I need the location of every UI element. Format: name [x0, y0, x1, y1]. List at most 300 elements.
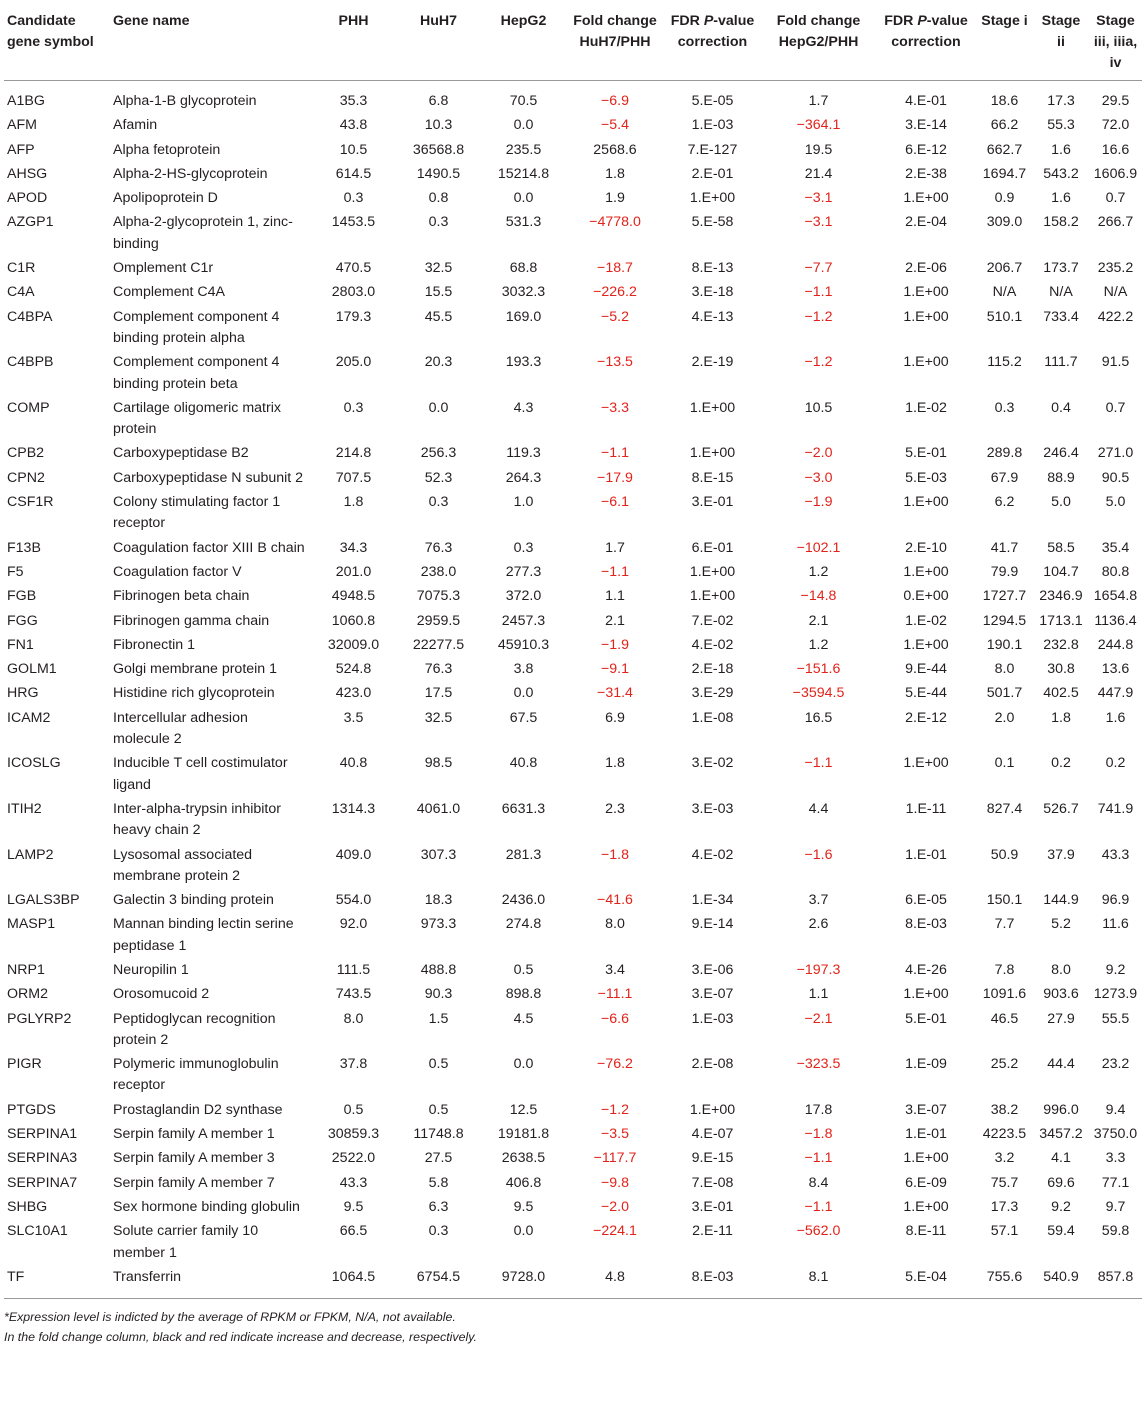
hepg2-cell: 12.5: [509, 1101, 538, 1118]
phh-cell: 201.0: [335, 563, 372, 580]
gene-symbol-cell: AHSG: [7, 165, 48, 182]
huh7-cell: 0.3: [428, 214, 449, 231]
gene-name-cell: Orosomucoid 2: [113, 986, 210, 1003]
stage-iii-cell: 9.7: [1105, 1198, 1126, 1215]
fold-change-hepg2-cell: −1.6: [804, 846, 833, 863]
hepg2-cell: 0.0: [513, 1056, 534, 1073]
fold-change-hepg2-cell: −102.1: [796, 539, 841, 556]
phh-cell: 35.3: [339, 93, 368, 109]
table-row: [4, 682, 1142, 706]
table-row: [4, 1220, 1142, 1266]
phh-cell: 92.0: [339, 916, 368, 933]
stage-i-cell: 115.2: [987, 354, 1022, 371]
fdr-hepg2-cell: 3.E-07: [905, 1101, 947, 1118]
stage-iii-cell: 266.7: [1097, 214, 1134, 231]
gene-symbol-cell: CSF1R: [7, 494, 54, 511]
fold-change-hepg2-cell: −3.0: [804, 469, 833, 486]
gene-symbol-cell: APOD: [7, 190, 48, 207]
table-row: [4, 844, 1142, 890]
huh7-cell: 0.8: [428, 190, 449, 207]
huh7-cell: 11748.8: [413, 1126, 464, 1143]
fold-change-hepg2-cell: −1.2: [804, 308, 833, 325]
huh7-cell: 7075.3: [416, 588, 461, 605]
fdr-huh7-cell: 3.E-29: [691, 685, 734, 702]
fold-change-hepg2-cell: −2.0: [804, 445, 833, 462]
fdr-huh7-cell: 4.E-02: [691, 636, 734, 653]
gene-symbol-cell: PIGR: [7, 1056, 42, 1073]
stage-ii-cell: 59.4: [1047, 1223, 1075, 1240]
stage-i-cell: 41.7: [990, 539, 1019, 556]
huh7-cell: 76.3: [424, 661, 453, 678]
fdr-huh7-cell: 2.E-19: [691, 354, 734, 371]
fdr-hepg2-cell: 6.E-12: [905, 141, 947, 158]
fold-change-hepg2-cell: −1.9: [804, 494, 833, 511]
stage-ii-cell: 69.6: [1047, 1174, 1075, 1191]
gene-name-cell: Prostaglandin D2 synthase: [113, 1101, 283, 1118]
fdr-huh7-cell: 3.E-02: [691, 755, 734, 772]
fdr-hepg2-cell: 5.E-04: [876, 1266, 976, 1299]
table-row: [4, 889, 1142, 913]
gene-name-cell: Afamin: [113, 117, 158, 134]
hepg2-cell: 119.3: [506, 445, 541, 462]
huh7-cell: 1490.5: [416, 165, 461, 182]
header-huh7: HuH7: [396, 0, 481, 81]
fdr-hepg2-cell: 1.E-11: [905, 800, 947, 817]
gene-symbol-cell: C4BPB: [7, 354, 54, 371]
gene-symbol-cell: FGB: [7, 588, 37, 605]
huh7-cell: 22277.5: [412, 636, 465, 653]
fold-change-huh7-cell: −17.9: [597, 469, 633, 486]
stage-iii-cell: 244.8: [1097, 636, 1134, 653]
gene-symbol-cell: FGG: [7, 612, 38, 629]
fdr-huh7-cell: 1.E-08: [691, 709, 734, 726]
gene-symbol-cell: ICAM2: [7, 709, 51, 726]
fdr-hepg2-cell: 8.E-03: [905, 916, 947, 933]
fdr-huh7-cell: 3.E-06: [691, 961, 734, 978]
hepg2-cell: 2638.5: [501, 1150, 546, 1167]
fold-change-huh7-cell: −117.7: [593, 1150, 637, 1167]
stage-i-cell: 6.2: [994, 494, 1015, 511]
fold-change-hepg2-cell: 1.1: [808, 986, 829, 1003]
gene-name-cell: Complement component 4 binding protein beta: [113, 354, 280, 392]
gene-symbol-cell: MASP1: [7, 916, 56, 933]
gene-symbol-cell: HRG: [7, 685, 39, 702]
fold-change-huh7-cell: −224.1: [593, 1223, 637, 1240]
gene-name-cell: Cartilage oligomeric matrix protein: [113, 399, 281, 438]
gene-symbol-cell: FN1: [7, 636, 34, 653]
stage-ii-cell: N/A: [1049, 284, 1073, 301]
stage-iii-cell: 23.2: [1101, 1056, 1130, 1073]
stage-iii-cell: 9.2: [1105, 961, 1126, 978]
fold-change-hepg2-cell: −1.1: [804, 284, 833, 301]
stage-i-cell: 18.6: [990, 93, 1019, 109]
fold-change-hepg2-cell: −1.1: [804, 755, 833, 772]
fold-change-huh7-cell: −4778.0: [589, 214, 641, 231]
fdr-huh7-cell: 2.E-08: [691, 1056, 734, 1073]
fdr-huh7-cell: 3.E-18: [691, 284, 734, 301]
fdr-hepg2-cell: 1.E-09: [905, 1056, 947, 1073]
stage-iii-cell: 91.5: [1101, 354, 1130, 371]
gene-symbol-cell: SHBG: [7, 1198, 48, 1215]
stage-i-cell: 827.4: [986, 800, 1023, 817]
fdr-hepg2-cell: 6.E-05: [905, 892, 947, 909]
phh-cell: 409.0: [335, 846, 372, 863]
stage-i-cell: 0.1: [994, 755, 1015, 772]
phh-cell: 10.5: [339, 141, 368, 158]
hepg2-cell: 281.3: [505, 846, 542, 863]
huh7-cell: 32.5: [424, 709, 453, 726]
gene-symbol-cell: AZGP1: [7, 214, 54, 231]
stage-i-cell: 0.9: [994, 190, 1015, 207]
fold-change-hepg2-cell: 19.5: [804, 141, 833, 158]
stage-i-cell: 289.8: [986, 445, 1023, 462]
stage-ii-cell: 88.9: [1047, 469, 1075, 486]
hepg2-cell: 9728.0: [481, 1266, 566, 1299]
stage-iii-cell: N/A: [1103, 284, 1128, 301]
stage-i-cell: 309.0: [986, 214, 1023, 231]
phh-cell: 214.8: [335, 445, 372, 462]
phh-cell: 8.0: [343, 1010, 364, 1027]
hepg2-cell: 2457.3: [501, 612, 546, 629]
fold-change-hepg2-cell: −1.2: [804, 354, 833, 371]
fdr-huh7-cell: 7.E-08: [691, 1174, 734, 1191]
hepg2-cell: 277.3: [505, 563, 542, 580]
hepg2-cell: 372.0: [505, 588, 542, 605]
fdr-huh7-cell: 4.E-02: [691, 846, 734, 863]
huh7-cell: 76.3: [424, 539, 453, 556]
huh7-cell: 32.5: [424, 260, 453, 277]
gene-symbol-cell: ICOSLG: [7, 755, 61, 772]
hepg2-cell: 3.8: [513, 661, 534, 678]
fdr-huh7-cell: 1.E+00: [689, 190, 736, 207]
gene-symbol-cell: C1R: [7, 260, 36, 277]
stage-iii-cell: 13.6: [1101, 661, 1130, 678]
stage-i-cell: 1091.6: [982, 986, 1027, 1003]
header-row: [4, 0, 1142, 81]
fdr-hepg2-cell: 5.E-03: [905, 469, 947, 486]
hepg2-cell: 40.8: [509, 755, 538, 772]
huh7-cell: 90.3: [424, 986, 453, 1003]
fdr-huh7-cell: 4.E-13: [691, 308, 734, 325]
stage-iii-cell: 59.8: [1101, 1223, 1130, 1240]
stage-ii-cell: 1713.1: [1039, 612, 1083, 629]
fdr-huh7-cell: 5.E-05: [691, 93, 734, 109]
fdr-hepg2-cell: 1.E+00: [903, 636, 949, 653]
table-row: [4, 281, 1142, 305]
huh7-cell: 488.8: [420, 961, 457, 978]
table-row: [4, 351, 1142, 397]
fdr-hepg2-cell: 4.E-26: [905, 961, 947, 978]
phh-cell: 707.5: [335, 469, 372, 486]
fold-change-huh7-cell: 4.8: [566, 1266, 664, 1299]
phh-cell: 66.5: [339, 1223, 368, 1240]
hepg2-cell: 264.3: [505, 469, 542, 486]
fold-change-huh7-cell: −3.3: [600, 399, 629, 416]
fdr-hepg2-cell: 2.E-10: [905, 539, 947, 556]
footnote: *Expression level is indicted by the average of RPKM or FPKM, N/A, not available.: [4, 1310, 456, 1325]
stage-ii-cell: 246.4: [1043, 445, 1079, 462]
hepg2-cell: 531.3: [505, 214, 542, 231]
phh-cell: 554.0: [335, 892, 372, 909]
huh7-cell: 45.5: [424, 308, 453, 325]
gene-symbol-cell: SLC10A1: [7, 1223, 68, 1240]
gene-name-cell: Histidine rich glycoprotein: [113, 685, 275, 702]
table-row: [4, 1099, 1142, 1123]
stage-ii-cell: 543.2: [1043, 165, 1079, 182]
huh7-cell: 0.5: [428, 1056, 449, 1073]
fold-change-hepg2-cell: 10.5: [804, 399, 833, 416]
stage-iii-cell: 77.1: [1101, 1174, 1130, 1191]
gene-name-cell: Fibrinogen gamma chain: [113, 612, 270, 629]
stage-iii-cell: 9.4: [1105, 1101, 1126, 1118]
fdr-hepg2-cell: 4.E-01: [905, 93, 947, 109]
stage-i-cell: 7.8: [994, 961, 1015, 978]
stage-ii-cell: 27.9: [1047, 1010, 1075, 1027]
gene-name-cell: Intercellular adhesion molecule 2: [113, 709, 248, 748]
stage-ii-cell: 232.8: [1043, 636, 1079, 653]
gene-symbol-cell: NRP1: [7, 961, 45, 978]
fold-change-hepg2-cell: 8.1: [761, 1266, 876, 1299]
hepg2-cell: 169.0: [505, 308, 542, 325]
stage-ii-cell: 733.4: [1043, 308, 1079, 325]
fold-change-hepg2-cell: 8.4: [808, 1174, 829, 1191]
hepg2-cell: 67.5: [509, 709, 538, 726]
huh7-cell: 6754.5: [396, 1266, 481, 1299]
stage-iii-cell: 1136.4: [1094, 612, 1137, 629]
fold-change-hepg2-cell: 4.4: [808, 800, 829, 817]
candidate-gene-table: [4, 0, 1142, 1299]
stage-iii-cell: 1654.8: [1093, 588, 1138, 605]
phh-cell: 111.5: [336, 961, 371, 978]
hepg2-cell: 2436.0: [501, 892, 546, 909]
gene-symbol-cell: SERPINA1: [7, 1126, 78, 1143]
hepg2-cell: 0.0: [513, 190, 534, 207]
phh-cell: 43.8: [339, 117, 368, 134]
header-fold-change-huh7: Fold change HuH7/PHH: [566, 0, 664, 81]
hepg2-cell: 3032.3: [501, 284, 546, 301]
gene-symbol-cell: A1BG: [7, 93, 45, 109]
gene-name-cell: Fibronectin 1: [113, 636, 196, 653]
phh-cell: 34.3: [339, 539, 368, 556]
stage-iii-cell: 11.6: [1102, 916, 1129, 933]
fdr-hepg2-cell: 1.E-02: [905, 399, 947, 416]
stage-ii-cell: 3457.2: [1039, 1126, 1083, 1143]
gene-name-cell: Solute carrier family 10 member 1: [113, 1223, 259, 1261]
phh-cell: 524.8: [335, 661, 372, 678]
gene-symbol-cell: PTGDS: [7, 1101, 56, 1118]
huh7-cell: 1.5: [428, 1010, 449, 1027]
fold-change-hepg2-cell: 2.1: [808, 612, 829, 629]
phh-cell: 1.8: [343, 494, 364, 511]
stage-ii-cell: 1.6: [1051, 141, 1071, 158]
fdr-huh7-cell: 3.E-03: [691, 800, 734, 817]
stage-i-cell: 206.7: [986, 260, 1023, 277]
gene-name-cell: Apolipoprotein D: [113, 190, 218, 207]
fold-change-hepg2-cell: −1.1: [804, 1198, 833, 1215]
hepg2-cell: 0.0: [513, 1223, 534, 1240]
stage-ii-cell: 158.2: [1043, 214, 1079, 231]
table-row: [4, 707, 1142, 753]
table-row: [4, 81, 1142, 115]
hepg2-cell: 68.8: [509, 260, 538, 277]
hepg2-cell: 4.3: [513, 399, 534, 416]
phh-cell: 614.5: [335, 165, 372, 182]
phh-cell: 1314.3: [331, 800, 376, 817]
fdr-hepg2-cell: 1.E+00: [903, 284, 949, 301]
stage-ii-cell: 30.8: [1047, 661, 1075, 678]
fold-change-huh7-cell: −9.8: [600, 1174, 629, 1191]
fold-change-hepg2-cell: −323.5: [796, 1056, 841, 1073]
fold-change-huh7-cell: 1.8: [605, 165, 625, 182]
phh-cell: 32009.0: [327, 636, 380, 653]
stage-ii-cell: 58.5: [1047, 539, 1075, 556]
stage-iii-cell: 741.9: [1097, 800, 1134, 817]
header-fdr-2: FDR P-value correction: [876, 0, 976, 81]
table-row: [4, 959, 1142, 983]
fdr-huh7-cell: 2.E-18: [691, 661, 734, 678]
fdr-hepg2-cell: 5.E-01: [905, 1010, 947, 1027]
table-row: [4, 442, 1142, 466]
gene-symbol-cell: LAMP2: [7, 846, 54, 863]
stage-i-cell: 662.7: [986, 141, 1023, 158]
table-row: [4, 913, 1142, 959]
gene-name-cell: Alpha-1-B glycoprotein: [113, 93, 257, 109]
stage-i-cell: N/A: [992, 284, 1017, 301]
table-row: [4, 1053, 1142, 1099]
stage-i-cell: 0.3: [994, 399, 1015, 416]
gene-symbol-cell: F5: [7, 563, 24, 580]
fdr-hepg2-cell: 2.E-04: [905, 214, 947, 231]
hepg2-cell: 45910.3: [497, 636, 550, 653]
hepg2-cell: 406.8: [505, 1174, 542, 1191]
stage-i-cell: 17.3: [990, 1198, 1019, 1215]
stage-i-cell: 510.1: [986, 308, 1023, 325]
stage-i-cell: 67.9: [990, 469, 1019, 486]
fold-change-huh7-cell: 2568.6: [593, 141, 637, 158]
huh7-cell: 307.3: [420, 846, 457, 863]
footnote: In the fold change column, black and red indicate increase and decrease, respectively.: [4, 1330, 477, 1345]
table-row: [4, 1266, 1142, 1299]
gene-name-cell: Polymeric immunoglobulin receptor: [113, 1056, 279, 1094]
gene-symbol-cell: ITIH2: [7, 800, 42, 817]
gene-name-cell: Complement C4A: [113, 284, 225, 301]
fdr-huh7-cell: 5.E-58: [691, 214, 734, 231]
fold-change-hepg2-cell: −1.1: [804, 1150, 833, 1167]
stage-ii-cell: 5.2: [1051, 916, 1071, 933]
stage-iii-cell: 72.0: [1101, 117, 1130, 134]
table-row: [4, 114, 1142, 138]
stage-iii-cell: 271.0: [1097, 445, 1134, 462]
fdr-huh7-cell: 1.E+00: [689, 399, 736, 416]
table-row: [4, 139, 1142, 163]
fdr-hepg2-cell: 8.E-11: [905, 1223, 947, 1240]
gene-name-cell: Mannan binding lectin serine peptidase 1: [113, 916, 294, 954]
stage-ii-cell: 1.6: [1051, 190, 1071, 207]
fold-change-hepg2-cell: 1.2: [808, 636, 829, 653]
gene-name-cell: Alpha fetoprotein: [113, 141, 221, 158]
fdr-hepg2-cell: 1.E-02: [905, 612, 947, 629]
gene-symbol-cell: CPN2: [7, 469, 45, 486]
phh-cell: 2803.0: [331, 284, 376, 301]
fold-change-hepg2-cell: −562.0: [796, 1223, 841, 1240]
fdr-hepg2-cell: 0.E+00: [903, 588, 949, 605]
fold-change-huh7-cell: −6.1: [600, 494, 629, 511]
stage-ii-cell: 44.4: [1047, 1056, 1075, 1073]
stage-i-cell: 3.2: [994, 1150, 1015, 1167]
table-row: [4, 752, 1142, 798]
phh-cell: 1064.5: [311, 1266, 396, 1299]
fdr-huh7-cell: 4.E-07: [691, 1126, 734, 1143]
header-fold-change-hepg2: Fold change HepG2/PHH: [761, 0, 876, 81]
table-row: [4, 397, 1142, 443]
stage-iii-cell: 1.6: [1105, 709, 1126, 726]
fold-change-hepg2-cell: −3.1: [804, 214, 833, 231]
fdr-hepg2-cell: 1.E-01: [905, 846, 947, 863]
huh7-cell: 52.3: [424, 469, 453, 486]
fold-change-huh7-cell: −76.2: [597, 1056, 633, 1073]
stage-ii-cell: 903.6: [1043, 986, 1079, 1003]
phh-cell: 40.8: [339, 755, 368, 772]
stage-i-cell: 1294.5: [982, 612, 1027, 629]
stage-ii-cell: 111.7: [1044, 354, 1078, 371]
phh-cell: 179.3: [335, 308, 372, 325]
stage-ii-cell: 173.7: [1043, 260, 1079, 277]
fold-change-hepg2-cell: −364.1: [796, 117, 841, 134]
stage-iii-cell: 3750.0: [1093, 1126, 1138, 1143]
gene-symbol-cell: C4BPA: [7, 308, 53, 325]
stage-ii-cell: 402.5: [1043, 685, 1079, 702]
table-row: [4, 634, 1142, 658]
fold-change-huh7-cell: −6.9: [600, 93, 629, 109]
phh-cell: 423.0: [335, 685, 372, 702]
huh7-cell: 0.3: [428, 494, 449, 511]
stage-i-cell: 1694.7: [982, 165, 1027, 182]
fdr-hepg2-cell: 1.E+00: [903, 1198, 949, 1215]
gene-name-cell: Carboxypeptidase N subunit 2: [113, 469, 304, 486]
table-row: [4, 211, 1142, 257]
stage-iii-cell: 55.5: [1101, 1010, 1130, 1027]
stage-i-cell: 755.6: [976, 1266, 1033, 1299]
stage-i-cell: 50.9: [990, 846, 1019, 863]
table-row: [4, 1196, 1142, 1220]
stage-iii-cell: 90.5: [1101, 469, 1130, 486]
fold-change-huh7-cell: −1.8: [600, 846, 629, 863]
fold-change-hepg2-cell: −1.8: [804, 1126, 833, 1143]
fold-change-huh7-cell: −13.5: [597, 354, 633, 371]
header-hepg2: HepG2: [481, 0, 566, 81]
fdr-huh7-cell: 6.E-01: [691, 539, 734, 556]
header-fdr-1: FDR P-value correction: [664, 0, 761, 81]
stage-ii-cell: 0.4: [1051, 399, 1071, 416]
hepg2-cell: 6631.3: [501, 800, 546, 817]
stage-iii-cell: 1273.9: [1093, 986, 1138, 1003]
gene-name-cell: Neuropilin 1: [113, 961, 189, 978]
fdr-huh7-cell: 2.E-01: [691, 165, 734, 182]
stage-ii-cell: 4.1: [1051, 1150, 1071, 1167]
table-row: [4, 658, 1142, 682]
stage-iii-cell: 857.8: [1089, 1266, 1142, 1299]
hepg2-cell: 274.8: [505, 916, 542, 933]
stage-iii-cell: 235.2: [1097, 260, 1134, 277]
stage-ii-cell: 0.2: [1051, 755, 1071, 772]
table-footnotes: [4, 1299, 1143, 1347]
fdr-hepg2-cell: 3.E-14: [905, 117, 947, 134]
fdr-huh7-cell: 8.E-03: [664, 1266, 761, 1299]
header-phh: PHH: [311, 0, 396, 81]
fold-change-huh7-cell: −1.9: [600, 636, 629, 653]
fdr-hepg2-cell: 5.E-01: [905, 445, 947, 462]
stage-ii-cell: 8.0: [1051, 961, 1071, 978]
